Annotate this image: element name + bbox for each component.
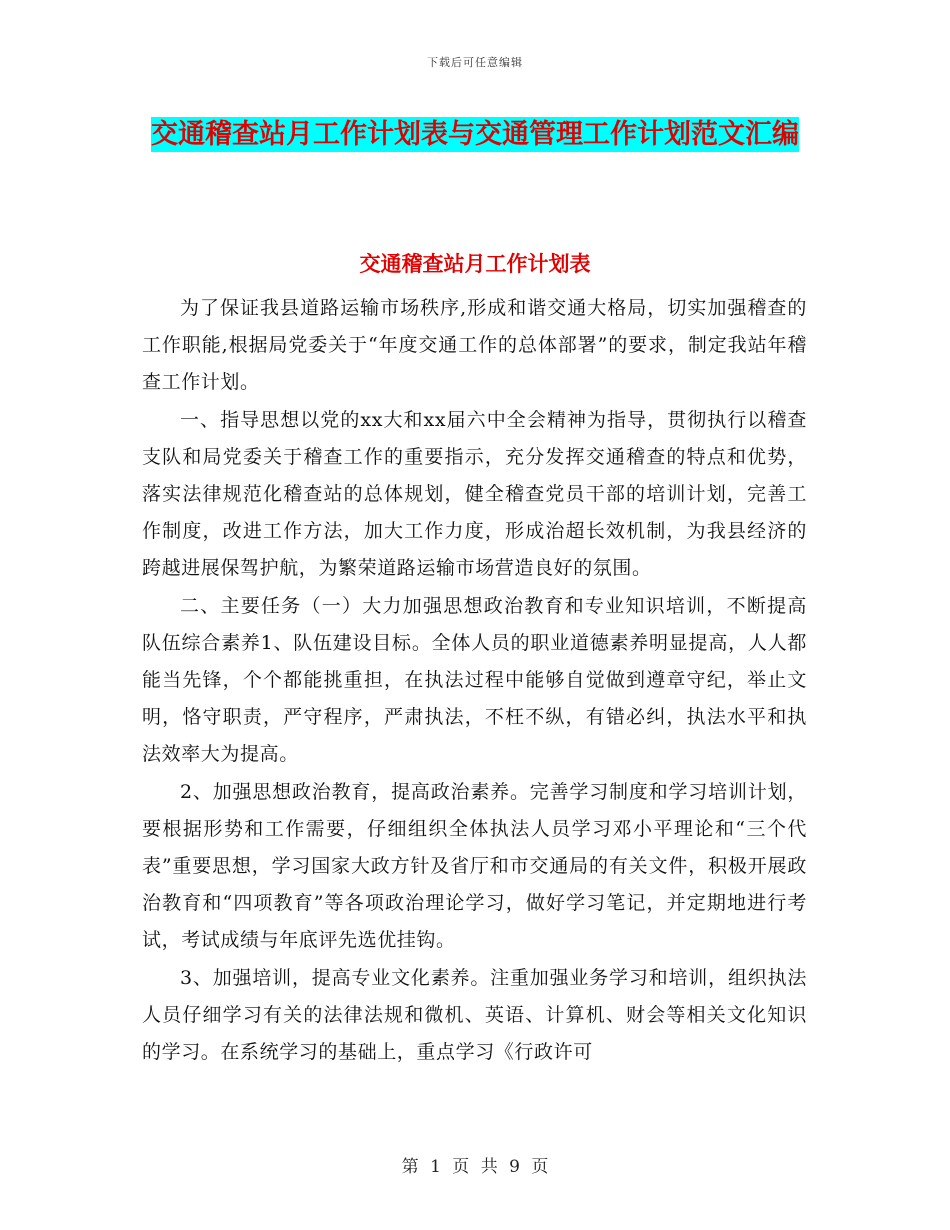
paragraph: 2、加强思想政治教育，提高政治素养。完善学习制度和学习培训计划，要根据形势和工作需要，仔细组织全体执法人员学习邓小平理论和“三个代表”重要思想，学习国家大政方针及省厅和市交通局的有关文件，积极开展政治教育和“四项教育”等各项政治理论学习，做好学习笔记，并定期地进行考试，考试成绩与年底评先选优挂钩。 [142,780,807,952]
header-note: 下载后可任意编辑 [427,56,523,69]
paragraph: 3、加强培训，提高专业文化素养。注重加强业务学习和培训，组织执法人员仔细学习有关的法律法规和微机、英语、计算机、财会等相关文化知识的学习。在系统学习的基础上，重点学习《行政许可 [142,966,807,1064]
document-title-text: 交通稽查站月工作计划表与交通管理工作计划范文汇编 [151,119,799,150]
paragraph: 为了保证我县道路运输市场秩序,形成和谐交通大格局，切实加强稽查的工作职能,根据局党委关于“年度交通工作的总体部署”的要求，制定我站年稽查工作计划。 [142,297,807,394]
paragraph: 二、主要任务（一）大力加强思想政治教育和专业知识培训，不断提高队伍综合素养1、队伍建设目标。全体人员的职业道德素养明显提高，人人都能当先锋，个个都能挑重担，在执法过程中能够自觉做到遵章守纪，举止文明，恪守职责，严守程序，严肃执法，不枉不纵，有错必纠，执法水平和执法效率大为提高。 [142,594,807,766]
page-indicator: 第 1 页 共 9 页 [401,1157,549,1177]
paragraph: 一、指导思想以党的xx大和xx届六中全会精神为指导，贯彻执行以稽查支队和局党委关于稽查工作的重要指示，充分发挥交通稽查的特点和优势，落实法律规范化稽查站的总体规划，健全稽查党员干部的培训计划，完善工作制度，改进工作方法，加大工作力度，形成治超长效机制，为我县经济的跨越进展保驾护航，为繁荣道路运输市场营造良好的氛围。 [142,408,807,580]
document-body [142,290,807,1071]
section-title: 交通稽查站月工作计划表 [359,252,591,276]
document-title [150,110,800,160]
